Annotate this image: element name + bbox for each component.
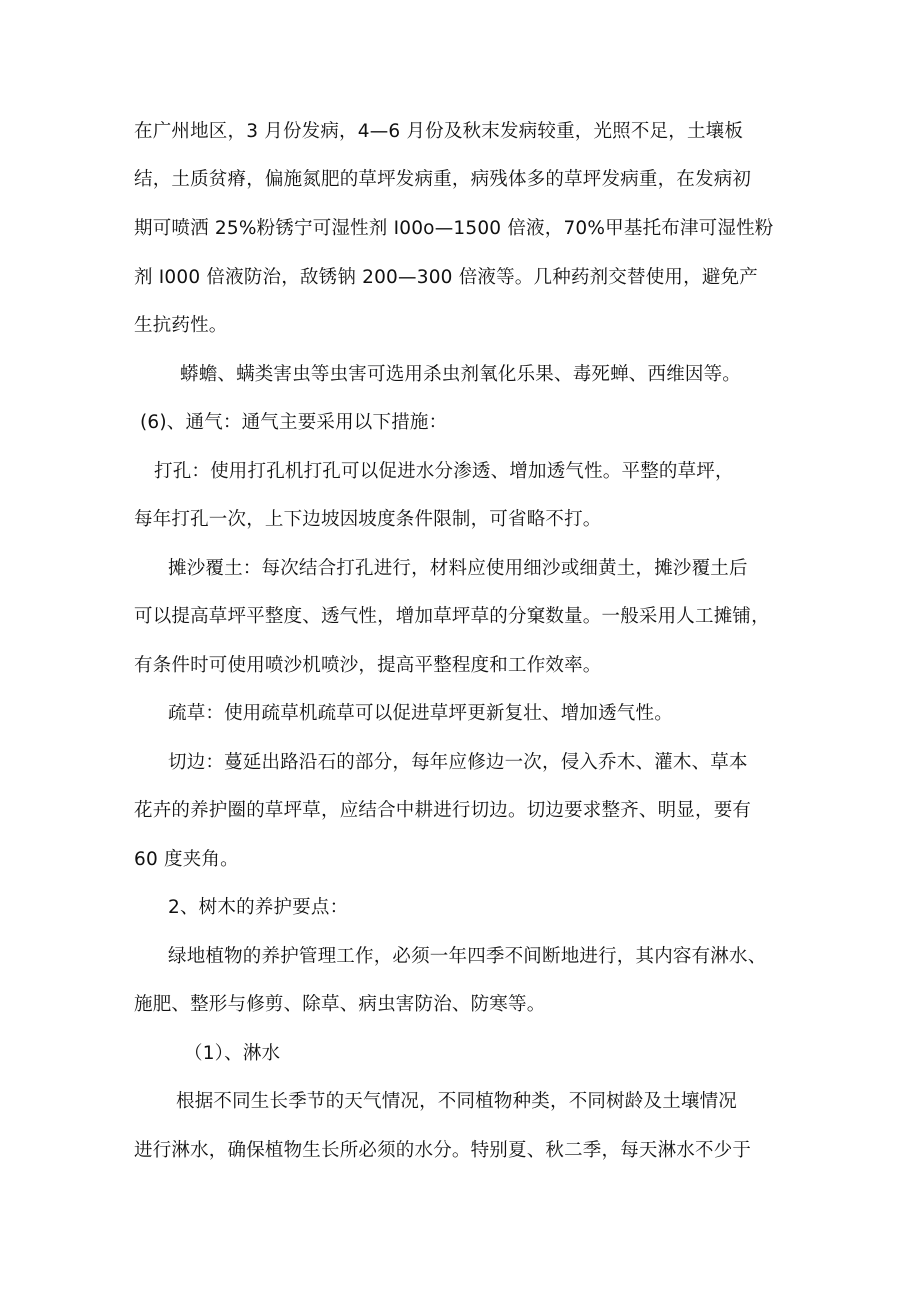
text-line-13: 疏草：使用疏草机疏草可以促进草坪更新复壮、增加透气性。	[168, 703, 673, 724]
text-line-11: 可以提高草坪平整度、透气性，增加草坪草的分窠数量。一般采用人工摊铺，	[134, 606, 770, 627]
text-line-8: 打孔：使用打孔机打孔可以促进水分渗透、增加透气性。平整的草坪，	[154, 461, 734, 482]
text-line-6: 蟒蟾、螨类害虫等虫害可选用杀虫剂氧化乐果、毒死蝉、西维因等。	[180, 364, 742, 385]
text-line-4: 剂 I000 倍液防治，敌锈钠 200—300 倍液等。几种药剂交替使用，避免产	[134, 267, 758, 288]
text-line-20: （1）、淋水	[184, 1043, 281, 1064]
text-line-7: (6)、通气：通气主要采用以下措施：	[140, 412, 448, 433]
text-line-1: 在广州地区，3 月份发病，4—6 月份及秋末发病较重，光照不足，土壤板	[134, 121, 744, 142]
text-line-17: 2、树木的养护要点：	[168, 897, 349, 918]
text-line-3: 期可喷洒 25%粉锈宁可湿性剂 I00o—1500 倍液，70%甲基托布津可湿性粉	[134, 218, 774, 239]
text-line-12: 有条件时可使用喷沙机喷沙，提高平整程度和工作效率。	[134, 655, 602, 676]
text-line-9: 每年打孔一次，上下边坡因坡度条件限制，可省略不打。	[134, 509, 602, 530]
text-line-19: 施肥、整形与修剪、除草、病虫害防治、防寒等。	[134, 994, 546, 1015]
text-line-22: 进行淋水，确保植物生长所必须的水分。特别夏、秋二季，每天淋水不少于	[134, 1140, 752, 1161]
text-line-5: 生抗药性。	[134, 315, 228, 336]
text-line-15: 花卉的养护圈的草坪草，应结合中耕进行切边。切边要求整齐、明显，要有	[134, 800, 752, 821]
text-line-2: 结，土质贫瘠，偏施氮肥的草坪发病重，病残体多的草坪发病重，在发病初	[134, 169, 752, 190]
text-line-10: 摊沙覆土：每次结合打孔进行，材料应使用细沙或细黄土，摊沙覆土后	[168, 558, 748, 579]
text-line-18: 绿地植物的养护管理工作，必须一年四季不间断地进行，其内容有淋水、	[168, 946, 767, 967]
text-line-21: 根据不同生长季节的天气情况，不同植物种类，不同树龄及土壤情况	[176, 1091, 738, 1112]
text-line-14: 切边：蔓延出路沿石的部分，每年应修边一次，侵入乔木、灌木、草本	[168, 752, 748, 773]
text-line-16: 60 度夹角。	[134, 849, 239, 870]
